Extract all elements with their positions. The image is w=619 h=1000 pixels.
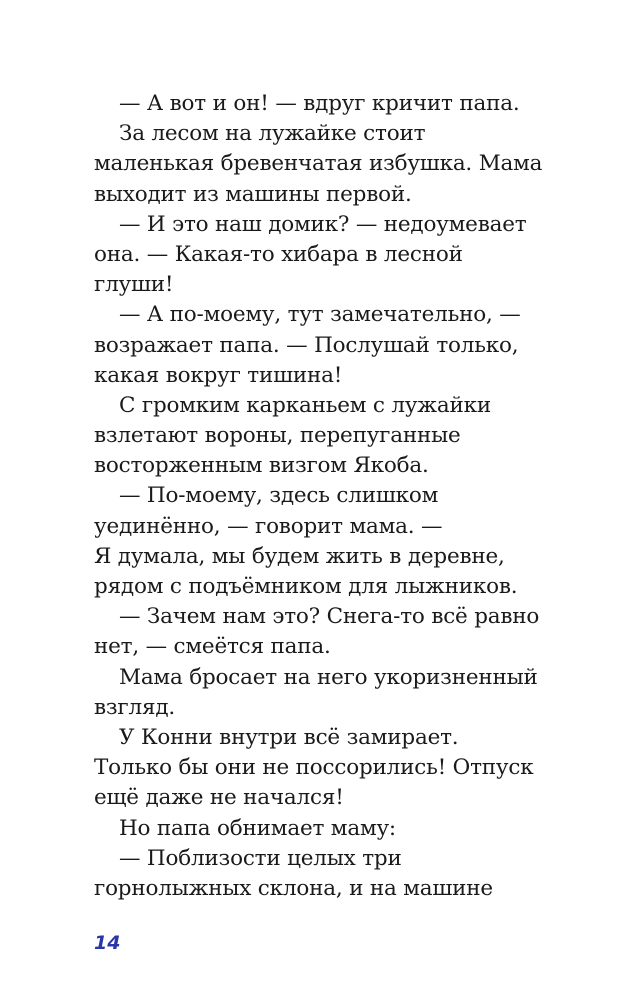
page-number: 14 bbox=[94, 932, 121, 954]
text-line: Но папа обнимает маму: bbox=[119, 815, 396, 841]
text-line: Я думала, мы будем жить в деревне, bbox=[94, 543, 505, 569]
text-line: — И это наш домик? — недоумевает bbox=[119, 211, 527, 237]
text-line: Только бы они не поссорились! Отпуск bbox=[94, 755, 534, 781]
text-line: У Конни внутри всё замирает. bbox=[119, 724, 459, 750]
text-line: уединённо, — говорит мама. — bbox=[94, 513, 443, 539]
text-line: — А вот и он! — вдруг кричит папа. bbox=[119, 91, 520, 116]
text-line: она. — Какая-то хибара в лесной bbox=[94, 241, 463, 267]
text-line: нет, — смеётся папа. bbox=[94, 634, 331, 660]
text-line: маленькая бревенчатая избушка. Мама bbox=[94, 151, 543, 177]
text-line: взгляд. bbox=[94, 694, 175, 720]
text-line: Мама бросает на него укоризненный bbox=[119, 664, 538, 690]
text-line: рядом с подъёмником для лыжников. bbox=[94, 574, 518, 599]
text-line: возражает папа. — Послушай только, bbox=[94, 332, 519, 358]
text-line: За лесом на лужайке стоит bbox=[119, 121, 426, 147]
text-line: — А по-моему, тут замечательно, — bbox=[119, 302, 521, 328]
text-line: глуши! bbox=[94, 272, 174, 298]
body-text bbox=[94, 89, 543, 904]
text-line: восторженным визгом Якоба. bbox=[94, 453, 429, 479]
text-line: горнолыжных склона, и на машине bbox=[94, 875, 493, 901]
text-line: взлетают вороны, перепуганные bbox=[94, 423, 461, 449]
text-line: выходит из машины первой. bbox=[94, 181, 412, 207]
text-line: — Зачем нам это? Снега-то всё равно bbox=[119, 604, 540, 630]
text-line: какая вокруг тишина! bbox=[94, 362, 343, 388]
text-line: С громким карканьем с лужайки bbox=[119, 392, 491, 418]
text-line: ещё даже не начался! bbox=[94, 785, 344, 811]
text-line: — Поблизости целых три bbox=[119, 845, 402, 871]
text-line: — По-моему, здесь слишком bbox=[119, 483, 439, 509]
